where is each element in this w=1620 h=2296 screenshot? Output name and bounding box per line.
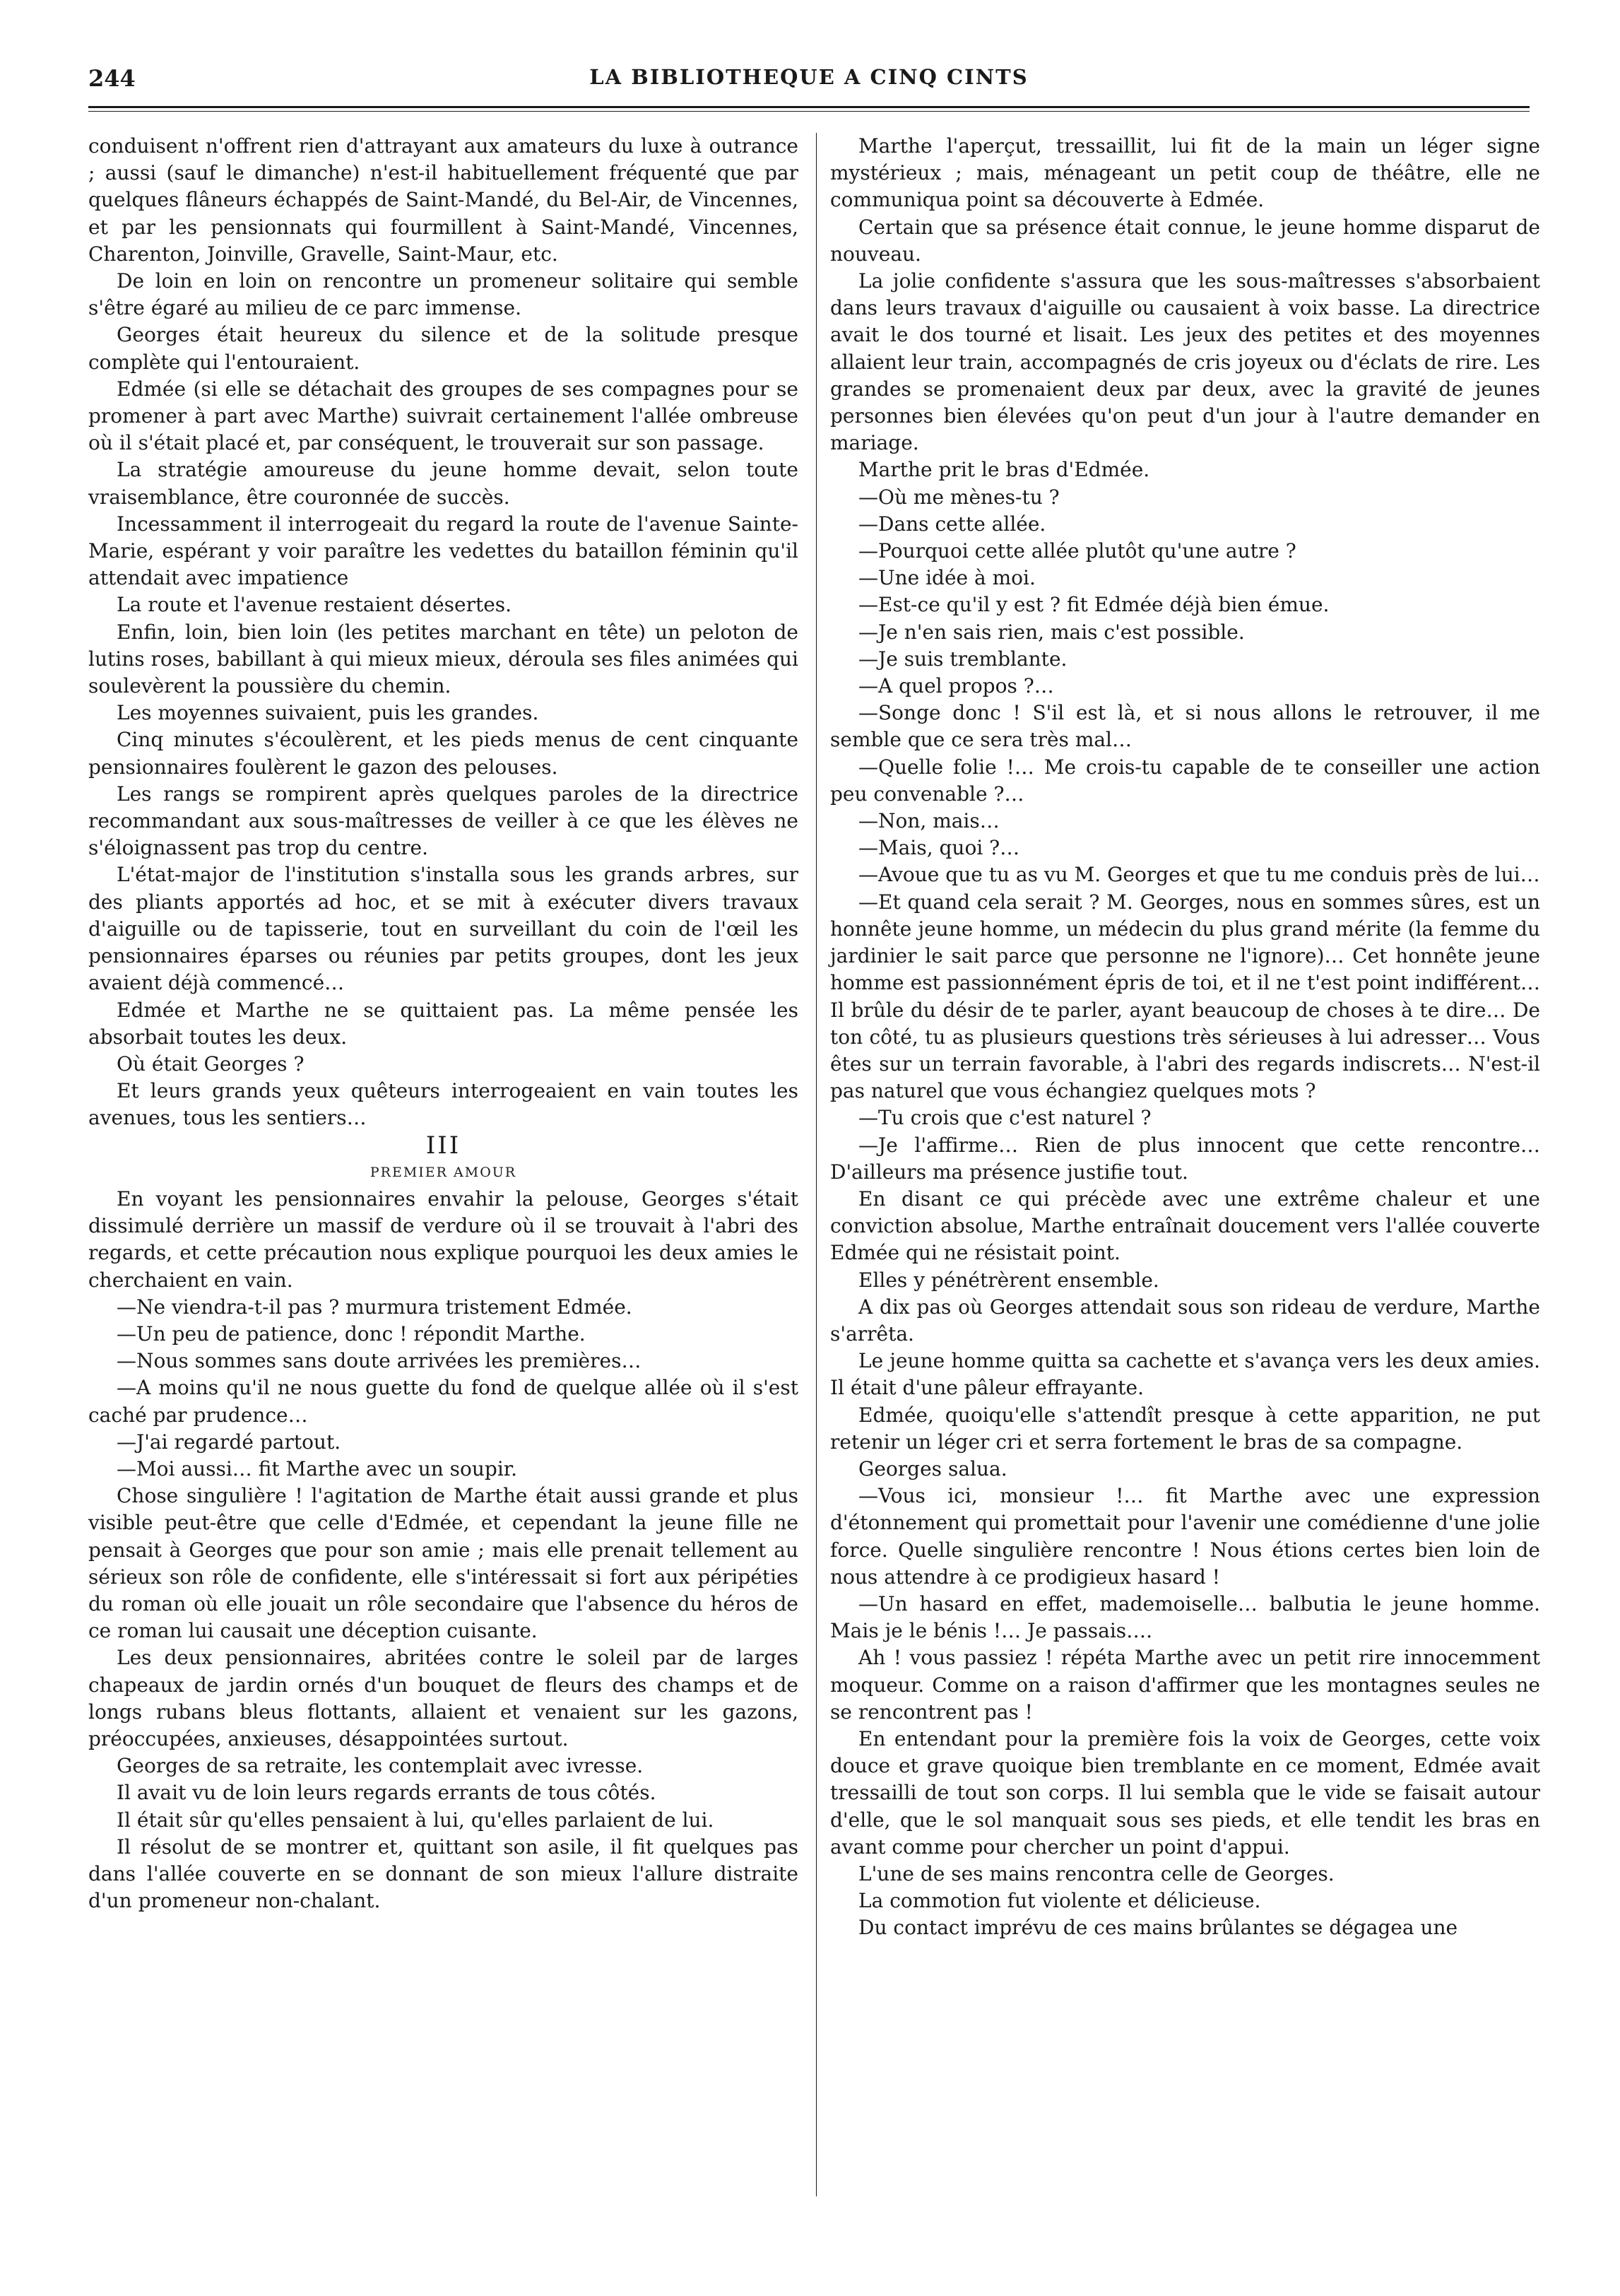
- paragraph: Edmée et Marthe ne se quittaient pas. La même pensée les absorbait toutes les deux.: [88, 998, 798, 1049]
- paragraph: Il résolut de se montrer et, quittant son asile, il fit quelques pas dans l'allée couverte en se donnant de son mieux l'allure distraite d'un promeneur non-chalant.: [88, 1835, 798, 1913]
- paragraph: L'une de ses mains rencontra celle de Georges.: [858, 1862, 1335, 1885]
- paragraph: —Où me mènes-tu ?: [858, 485, 1060, 509]
- paragraph: Georges de sa retraite, les contemplait avec ivresse.: [117, 1754, 644, 1778]
- paragraph: Il était sûr qu'elles pensaient à lui, qu'elles parlaient de lui.: [117, 1808, 714, 1832]
- paragraph: —Dans cette allée.: [858, 512, 1046, 536]
- paragraph: En entendant pour la première fois la voix de Georges, cette voix douce et grave quoique bien tremblante en ce moment, Edmée avait tressailli de tout son corps. Il lui sembla que le vide se faisait autour d'elle, que le sol manquait sous ses pieds, et elle tendit les bras en avant comme pour chercher un point d'appui.: [830, 1726, 1540, 1859]
- paragraph: Georges salua.: [858, 1456, 1007, 1480]
- paragraph: conduisent n'offrent rien d'attrayant aux amateurs du luxe à outrance ; aussi (sauf le dimanche) n'est-il habituellement fréquenté que par quelques flâneurs échappés de Saint-Mandé, du Bel-Air, de Vincennes, et par les pensionnats qui fourmillent à Saint-Mandé, Vincennes, Charenton, Joinville, Gravelle, Saint-Maur, etc.: [88, 134, 798, 266]
- paragraph: —J'ai regardé partout.: [117, 1430, 341, 1454]
- paragraph: De loin en loin on rencontre un promeneur solitaire qui semble s'être égaré au milieu de ce parc immense.: [88, 269, 798, 320]
- paragraph: A dix pas où Georges attendait sous son rideau de verdure, Marthe s'arrêta.: [830, 1295, 1540, 1346]
- paragraph: Cinq minutes s'écoulèrent, et les pieds menus de cent cinquante pensionnaires foulèrent le gazon des pelouses.: [88, 728, 798, 779]
- paragraph: Certain que sa présence était connue, le jeune homme disparut de nouveau.: [830, 215, 1540, 266]
- paragraph: —Vous ici, monsieur !… fit Marthe avec une expression d'étonnement qui promettait pour l'avenir une comédienne d'une jolie force. Quelle singulière rencontre ! Nous étions certes bien loin de nous attendre à ce prodigieux hasard !: [830, 1484, 1540, 1589]
- header-rule-thin: [88, 111, 1530, 112]
- paragraph: Et leurs grands yeux quêteurs interrogeaient en vain toutes les avenues, tous les sentiers…: [88, 1079, 798, 1130]
- paragraph: —A moins qu'il ne nous guette du fond de quelque allée où il s'est caché par prudence…: [88, 1376, 798, 1427]
- page-header: [88, 65, 1530, 102]
- paragraph: Les deux pensionnaires, abritées contre le soleil par de larges chapeaux de jardin ornés d'un bouquet de fleurs des champs et de longs rubans bleus flottants, allaient et venaient sur les gazons, préoccupées, anxieuses, désappointées surtout.: [88, 1646, 798, 1750]
- header-rule: [88, 106, 1530, 108]
- paragraph: La jolie confidente s'assura que les sous-maîtresses s'absorbaient dans leurs travaux d'aiguille ou causaient à voix basse. La directrice avait le dos tourné et lisait. Les jeux des petites et des moyennes allaient leur train, accompagnés de cris joyeux ou d'éclats de rire. Les grandes se promenaient deux par deux, avec la gravité de jeunes personnes bien élevées qu'on peut d'un jour à l'autre demander en mariage.: [830, 269, 1540, 455]
- paragraph: Où était Georges ?: [117, 1052, 305, 1076]
- left-column: [88, 133, 798, 1914]
- page-number: 244: [88, 65, 136, 92]
- paragraph: —Je l'affirme… Rien de plus innocent que cette rencontre… D'ailleurs ma présence justifie tout.: [830, 1133, 1540, 1184]
- paragraph: Elles y pénétrèrent ensemble.: [858, 1268, 1159, 1292]
- paragraph: —Mais, quoi ?…: [858, 836, 1020, 860]
- running-title: LA BIBLIOTHEQUE A CINQ CINTS: [589, 65, 1029, 89]
- paragraph: La route et l'avenue restaient désertes.: [117, 593, 512, 617]
- paragraph: —Je suis tremblante.: [858, 647, 1068, 671]
- paragraph: —Un hasard en effet, mademoiselle… balbutia le jeune homme. Mais je le bénis !… Je passais….: [830, 1591, 1540, 1643]
- paragraph: Chose singulière ! l'agitation de Marthe était aussi grande et plus visible peut-être que celle d'Edmée, et cependant la jeune fille ne pensait à Georges que pour son amie ; mais elle prenait tellement au sérieux son rôle de confidente, elle s'intéressait si fort aux péripéties du roman où elle jouait un rôle secondaire que l'absence du héros de ce roman lui causait une déception cuisante.: [88, 1484, 798, 1643]
- paragraph: Incessamment il interrogeait du regard la route de l'avenue Sainte-Marie, espérant y voir paraître les vedettes du bataillon féminin qu'il attendait avec impatience: [88, 512, 798, 590]
- paragraph: —Avoue que tu as vu M. Georges et que tu me conduis près de lui…: [858, 863, 1540, 887]
- paragraph: Il avait vu de loin leurs regards errants de tous côtés.: [117, 1781, 656, 1805]
- paragraph: —Une idée à moi.: [858, 566, 1036, 590]
- paragraph: —Ne viendra-t-il pas ? murmura tristement Edmée.: [117, 1295, 632, 1319]
- paragraph: —Et quand cela serait ? M. Georges, nous en sommes sûres, est un honnête jeune homme, un médecin du plus grand mérite (la femme du jardinier le sait parce que personne ne l'ignore)… Cet honnête jeune homme est passionnément épris de toi, et il ne t'est point indifférent… Il brûle du désir de te parler, ayant beaucoup de choses à te dire… De ton côté, tu as plusieurs questions très sérieuses à lui adresser… Vous êtes sur un terrain favorable, à l'abri des regards indiscrets… N'est-il pas naturel que vous échangiez quelques mots ?: [830, 890, 1540, 1103]
- paragraph: —Un peu de patience, donc ! répondit Marthe.: [117, 1321, 586, 1346]
- right-column: [830, 133, 1540, 1942]
- section-title: PREMIER AMOUR: [369, 1164, 517, 1180]
- paragraph: Marthe l'aperçut, tressaillit, lui fit de la main un léger signe mystérieux ; mais, ménageant un petit coup de théâtre, elle ne communiqua point sa découverte à Edmée.: [830, 134, 1540, 212]
- paragraph: La stratégie amoureuse du jeune homme devait, selon toute vraisemblance, être couronnée de succès.: [88, 458, 798, 509]
- paragraph: Ah ! vous passiez ! répéta Marthe avec un petit rire innocemment moqueur. Comme on a raison d'affirmer que les montagnes seules ne se rencontrent pas !: [830, 1646, 1540, 1724]
- paragraph: —Est-ce qu'il y est ? fit Edmée déjà bien émue.: [858, 593, 1330, 617]
- paragraph: Edmée (si elle se détachait des groupes de ses compagnes pour se promener à part avec Marthe) suivrait certainement l'allée ombreuse où il s'était placé et, par conséquent, le trouverait sur son passage.: [88, 377, 798, 455]
- paragraph: —Non, mais…: [858, 809, 1000, 833]
- paragraph: Les moyennes suivaient, puis les grandes.: [117, 701, 539, 725]
- paragraph: —Tu crois que c'est naturel ?: [858, 1106, 1152, 1130]
- paragraph: Edmée, quoiqu'elle s'attendît presque à cette apparition, ne put retenir un léger cri et serra fortement le bras de sa compagne.: [830, 1403, 1540, 1454]
- column-divider: [816, 133, 817, 2196]
- paragraph: L'état-major de l'institution s'installa sous les grands arbres, sur des pliants apportés ad hoc, et se mit à exécuter divers travaux d'aiguille ou de tapisserie, tout en surveillant du coin de l'œil les pensionnaires éparses ou réunies par petits groupes, dont les jeux avaient déjà commencé…: [88, 863, 798, 995]
- paragraph: —Quelle folie !… Me crois-tu capable de te conseiller une action peu convenable ?…: [830, 755, 1540, 806]
- paragraph: —A quel propos ?…: [858, 674, 1054, 698]
- paragraph: —Moi aussi… fit Marthe avec un soupir.: [117, 1456, 518, 1480]
- paragraph: Georges était heureux du silence et de la solitude presque complète qui l'entouraient.: [88, 323, 798, 374]
- paragraph: En voyant les pensionnaires envahir la pelouse, Georges s'était dissimulé derrière un massif de verdure où il se trouvait à l'abri des regards, et cette précaution nous explique pourquoi les deux amies le cherchaient en vain.: [88, 1187, 798, 1292]
- paragraph: —Je n'en sais rien, mais c'est possible.: [858, 620, 1245, 644]
- paragraph: Le jeune homme quitta sa cachette et s'avança vers les deux amies. Il était d'une pâleur effrayante.: [830, 1349, 1540, 1400]
- paragraph: Enfin, loin, bien loin (les petites marchant en tête) un peloton de lutins roses, babillant à qui mieux mieux, déroula ses files animées qui soulevèrent la poussière du chemin.: [88, 620, 798, 698]
- paragraph: La commotion fut violente et délicieuse.: [858, 1889, 1261, 1913]
- paragraph: Du contact imprévu de ces mains brûlantes se dégagea une: [858, 1916, 1458, 1940]
- paragraph: Marthe prit le bras d'Edmée.: [858, 458, 1150, 482]
- paragraph: Les rangs se rompirent après quelques paroles de la directrice recommandant aux sous-maîtresses de veiller à ce que les élèves ne s'éloignassent pas trop du centre.: [88, 782, 798, 860]
- paragraph: —Songe donc ! S'il est là, et si nous allons le retrouver, il me semble que ce sera très mal…: [830, 701, 1540, 752]
- paragraph: —Pourquoi cette allée plutôt qu'une autre ?: [858, 539, 1296, 563]
- paragraph: En disant ce qui précède avec une extrême chaleur et une conviction absolue, Marthe entraînait doucement vers l'allée couverte Edmée qui ne résistait point.: [830, 1187, 1540, 1265]
- section-number: III: [425, 1131, 461, 1160]
- paragraph: —Nous sommes sans doute arrivées les premières…: [117, 1349, 642, 1373]
